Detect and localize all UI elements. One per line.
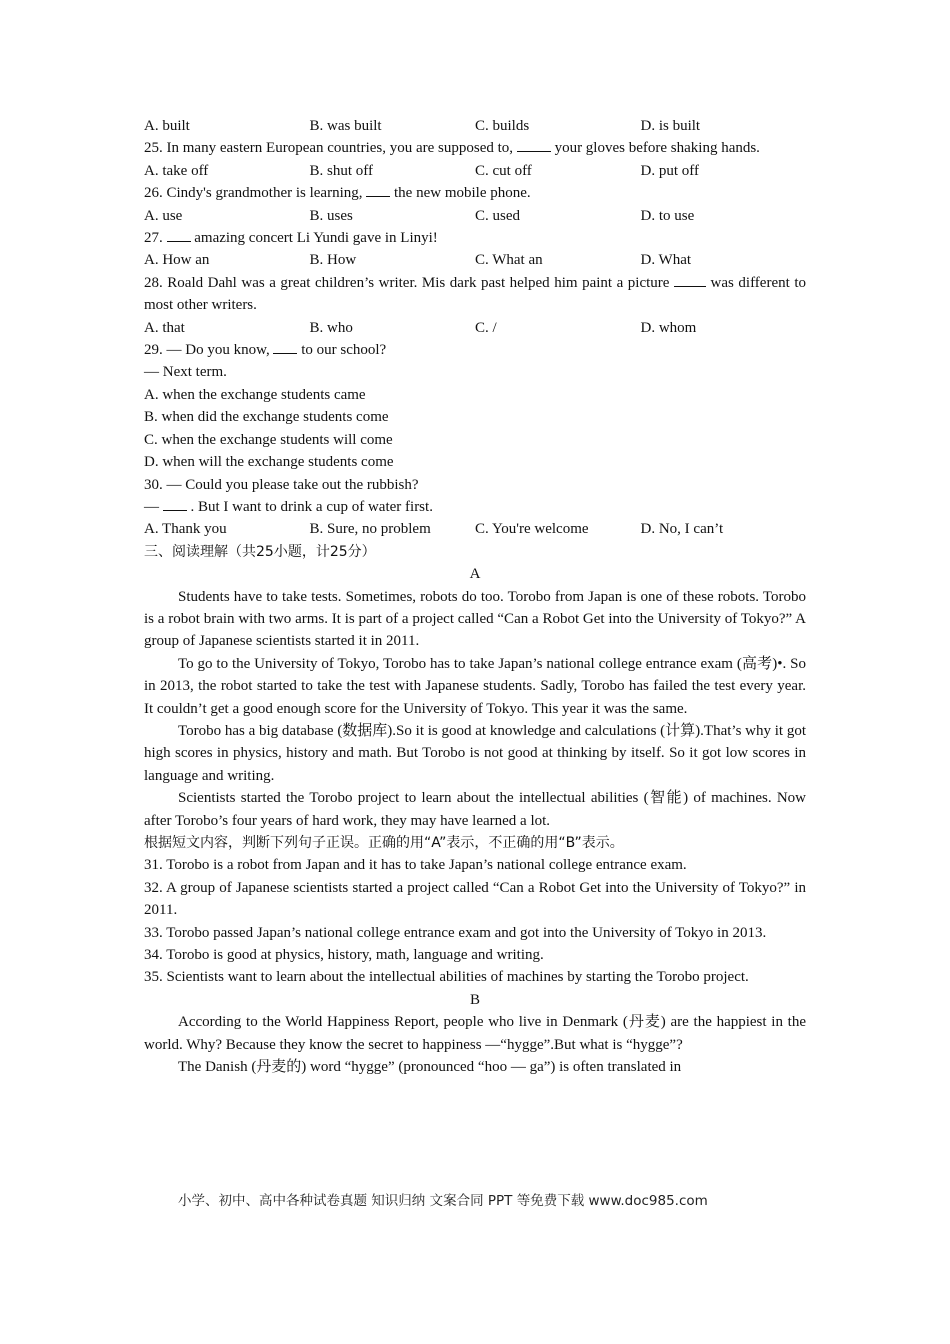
option-c: C. used	[475, 207, 520, 224]
option-c: C. when the exchange students will come	[144, 431, 393, 448]
option-a: A. when the exchange students came	[144, 386, 366, 403]
q27-text-post: amazing concert Li Yundi gave in Linyi!	[194, 230, 438, 247]
question-27	[144, 227, 806, 249]
option-a: A. that	[144, 319, 185, 336]
q30-text-post: . But I want to drink a cup of water first.	[190, 498, 433, 515]
q30-options	[144, 518, 806, 540]
passage-a-paragraph-3: Torobo has a big database (数据库).So it is good at knowledge and calculations (计算).That’s why it got high scores in physics, history and math. But Torobo is not good at thinking by itself. So it got low scores in language and writing.	[144, 722, 806, 784]
question-29	[144, 339, 806, 361]
q26-text-post: the new mobile phone.	[394, 185, 531, 202]
option-c: C. /	[475, 319, 497, 336]
passage-b-label: B	[469, 991, 480, 1008]
option-d: D. put off	[640, 162, 699, 179]
q28-text-pre: 28. Roald Dahl was a great children’s writer. Mis dark past helped him paint a picture	[144, 274, 670, 291]
q24-options	[144, 115, 806, 137]
q26-text-pre: 26. Cindy's grandmother is learning,	[144, 185, 363, 202]
question-26	[144, 182, 806, 204]
section-3-title: 三、阅读理解（共25小题，计25分）	[144, 543, 376, 560]
option-d: D. to use	[640, 207, 695, 224]
answer-blank	[366, 182, 390, 197]
statement-32: 32. A group of Japanese scientists started a project called “Can a Robot Get into the University of Tokyo?” in 2011.	[144, 879, 806, 919]
option-b: B. was built	[309, 118, 382, 134]
option-b: B. when did the exchange students come	[144, 409, 389, 426]
option-b: B. Sure, no problem	[309, 521, 431, 538]
option-c: C. cut off	[475, 162, 532, 179]
q27-text-pre: 27.	[144, 230, 163, 247]
q29-text-post: to our school?	[301, 342, 387, 359]
question-28	[144, 272, 806, 317]
answer-blank	[167, 227, 191, 242]
q28-options	[144, 317, 806, 339]
statement-33: 33. Torobo passed Japan’s national college entrance exam and got into the University of Tokyo in 2013.	[144, 924, 767, 941]
passage-a-paragraph-2: To go to the University of Tokyo, Torobo has to take Japan’s national college entrance exam (高考)•. So in 2013, the robot started to take the test with Japanese students. Sadly, Torobo has failed the test every year. It couldn’t get a good enough score for the University of Tokyo. This year it was the same.	[144, 655, 806, 717]
exam-page	[144, 115, 806, 1078]
option-c: C. You're welcome	[475, 521, 589, 538]
option-a: A. built	[144, 118, 190, 134]
q25-options	[144, 160, 806, 182]
option-b: B. shut off	[309, 162, 373, 179]
question-25	[144, 137, 806, 159]
q29-text-pre: 29. — Do you know,	[144, 342, 270, 359]
q30-reply	[144, 496, 806, 518]
q25-text-post: your gloves before shaking hands.	[554, 140, 760, 157]
option-b: B. How	[309, 252, 357, 269]
option-c: C. builds	[475, 118, 530, 134]
passage-a-label: A	[469, 566, 481, 583]
q30-text-pre: —	[144, 498, 159, 515]
q28-text-post: was different to most other writers.	[144, 274, 806, 314]
answer-blank	[517, 137, 551, 152]
statement-31: 31. Torobo is a robot from Japan and it has to take Japan’s national college entrance exam.	[144, 857, 687, 874]
option-d: D. What	[640, 252, 692, 269]
option-a: A. use	[144, 207, 183, 224]
q26-options	[144, 205, 806, 227]
answer-blank	[163, 496, 187, 511]
passage-a-paragraph-4: Scientists started the Torobo project to learn about the intellectual abilities (智能) of machines. Now after Torobo’s four years of hard work, they may have learned a lot.	[144, 790, 806, 829]
question-30: 30. — Could you please take out the rubbish?	[144, 476, 419, 493]
option-b: B. uses	[309, 207, 353, 224]
statement-34: 34. Torobo is good at physics, history, math, language and writing.	[144, 947, 544, 964]
passage-a-instruction: 根据短文内容，判断下列句子正误。正确的用“A”表示，不正确的用“B”表示。	[144, 835, 624, 851]
option-a: A. Thank you	[144, 521, 227, 538]
passage-a-paragraph-1: Students have to take tests. Sometimes, robots do too. Torobo from Japan is one of these robots. Torobo is a robot brain with two arms. It is part of a project called “Can a Robot Get into the University of Tokyo?” A group of Japanese scientists started it in 2011.	[144, 588, 806, 650]
option-d: D. No, I can’t	[640, 521, 724, 538]
q25-text-pre: 25. In many eastern European countries, you are supposed to,	[144, 140, 514, 157]
q27-options	[144, 249, 806, 271]
option-a: A. take off	[144, 162, 209, 179]
option-b: B. who	[309, 319, 353, 336]
option-d: D. is built	[640, 118, 701, 134]
option-c: C. What an	[475, 252, 543, 269]
passage-b-paragraph-1: According to the World Happiness Report, people who live in Denmark (丹麦) are the happiest in the world. Why? Because they know the secret to happiness —“hygge”.But what is “hygge”?	[144, 1014, 806, 1053]
option-d: D. whom	[640, 319, 697, 336]
page-footer: 小学、初中、高中各种试卷真题 知识归纳 文案合同 PPT 等免费下载 www.doc985.com	[178, 1193, 708, 1209]
passage-b-paragraph-2: The Danish (丹麦的) word “hygge” (pronounced “hoo — ga”) is often translated in	[178, 1059, 682, 1076]
option-a: A. How an	[144, 252, 210, 269]
q29-reply: — Next term.	[144, 364, 227, 381]
option-d: D. when will the exchange students come	[144, 454, 394, 471]
answer-blank	[674, 272, 706, 287]
statement-35: 35. Scientists want to learn about the intellectual abilities of machines by starting the Torobo project.	[144, 969, 749, 986]
answer-blank	[273, 339, 297, 354]
